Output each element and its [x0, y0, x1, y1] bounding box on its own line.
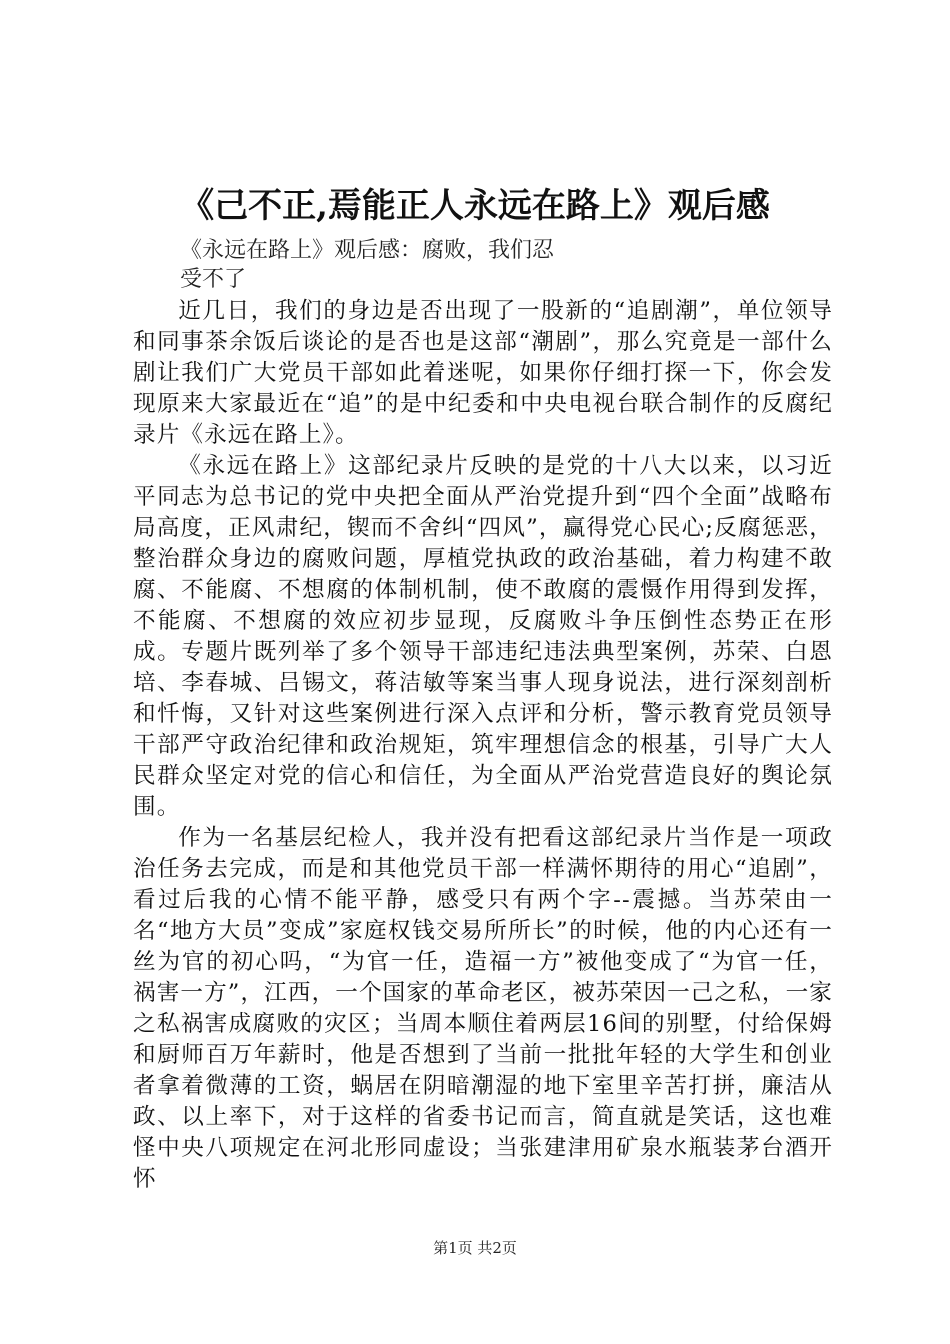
- subtitle-line: 受不了: [180, 267, 247, 292]
- body-paragraph: 作为一名基层纪检人，我并没有把看这部纪录片当作是一项政治任务去完成，而是和其他党员干部一样满怀期待的用心“追剧”，看过后我的心情不能平静，感受只有两个字--震撼。当苏荣由一名“地方大员”变成”家庭权钱交易所所长”的时候，他的内心还有一丝为官的初心吗，“为官一任，造福一方”被他变成了“为官一任，祸害一方”，江西，一个国家的革命老区，被苏荣因一己之私，一家之私祸害成腐败的灾区；当周本顺住着两层16间的别墅，付给保姆和厨师百万年薪时，他是否想到了当前一批批年轻的大学生和创业者拿着微薄的工资，蜗居在阴暗潮湿的地下室里辛苦打拼，廉洁从政、以上率下，对于这样的省委书记而言，简直就是笑话，这也难怪中央八项规定在河北形同虚设；当张建津用矿泉水瓶装茅台酒开怀: [133, 825, 833, 1192]
- document-subtitle: [180, 236, 640, 294]
- body-paragraph: 近几日，我们的身边是否出现了一股新的“追剧潮”，单位领导和同事茶余饭后谈论的是否也是这部“潮剧”，那么究竟是一部什么剧让我们广大党员干部如此着迷呢，如果你仔细打探一下，你会发现原来大家最近在“追”的是中纪委和中央电视台联合制作的反腐纪录片《永远在路上》。: [133, 298, 833, 448]
- document-body: [133, 296, 833, 1195]
- page-number-footer: 第1页 共2页: [433, 1239, 517, 1257]
- document-title: 《己不正,焉能正人永远在路上》观后感: [180, 186, 770, 226]
- subtitle-line: 《永远在路上》观后感：腐败，我们忍: [180, 238, 555, 263]
- body-paragraph: 《永远在路上》这部纪录片反映的是党的十八大以来，以习近平同志为总书记的党中央把全面从严治党提升到“四个全面”战略布局高度，正风肃纪，锲而不舍纠“四风”，赢得党心民心;反腐惩恶，整治群众身边的腐败问题，厚植党执政的政治基础，着力构建不敢腐、不能腐、不想腐的体制机制，使不敢腐的震慑作用得到发挥，不能腐、不想腐的效应初步显现，反腐败斗争压倒性态势正在形成。专题片既列举了多个领导干部违纪违法典型案例，苏荣、白恩培、李春城、吕锡文，蒋洁敏等案当事人现身说法，进行深刻剖析和忏悔，又针对这些案例进行深入点评和分析，警示教育党员领导干部严守政治纪律和政治规矩，筑牢理想信念的根基，引导广大人民群众坚定对党的信心和信任，为全面从严治党营造良好的舆论氛围。: [133, 453, 833, 820]
